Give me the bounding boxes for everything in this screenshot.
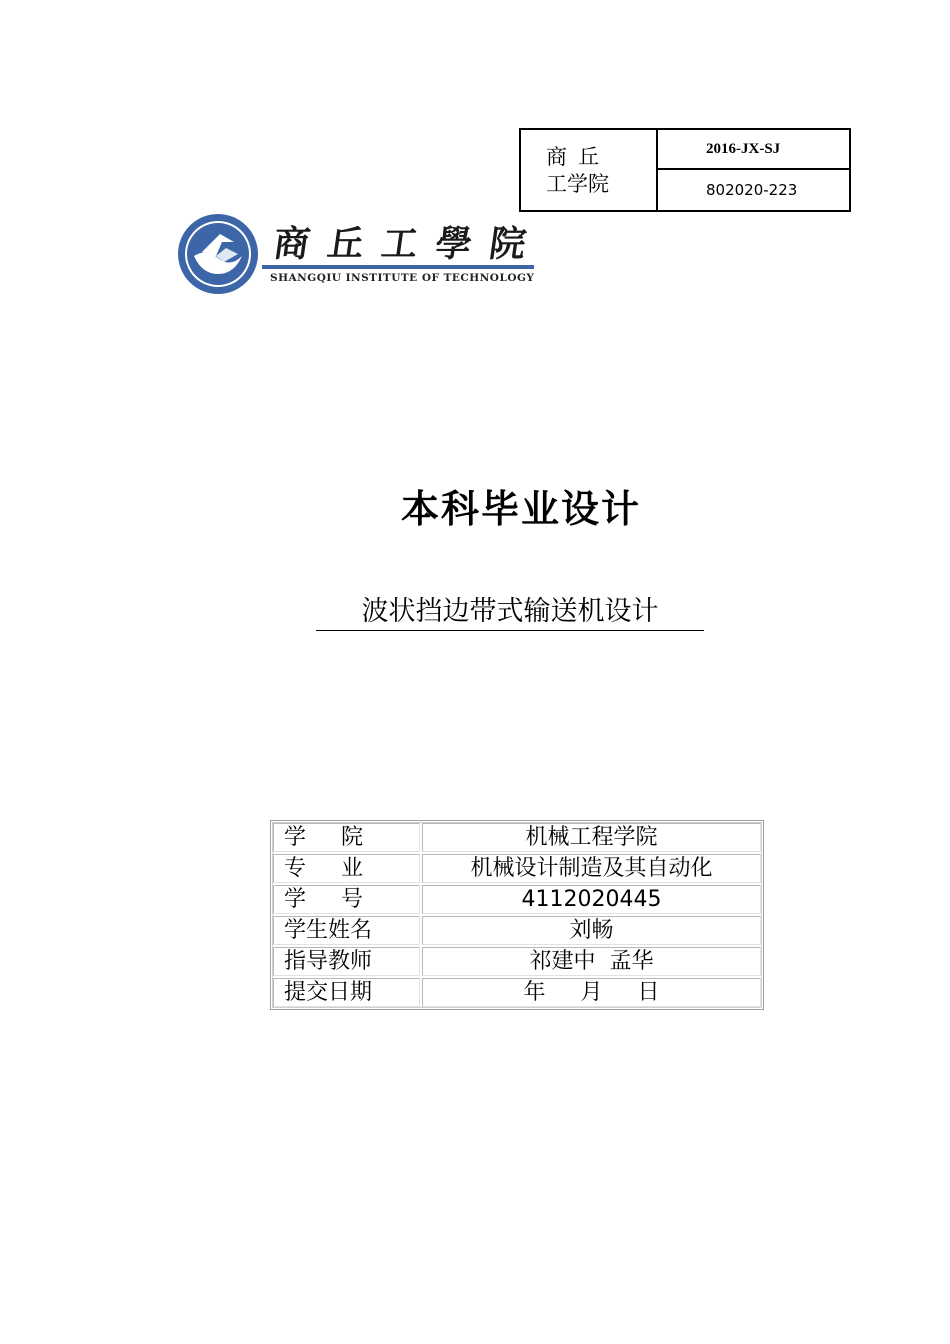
document-title: 本科毕业设计 xyxy=(400,487,641,531)
table-row xyxy=(273,823,761,852)
student-info-table xyxy=(270,820,764,1010)
submit-date-value: 年 月 日 xyxy=(422,978,761,1007)
advisor-value: 祁建中 孟华 xyxy=(422,947,761,976)
code-box xyxy=(519,128,851,212)
school-name-english: SHANGQIU INSTITUTE OF TECHNOLOGY xyxy=(270,272,535,284)
school-seal-icon xyxy=(176,212,260,296)
table-row xyxy=(273,885,761,914)
major-label: 专 业 xyxy=(273,854,420,883)
student-name-value: 刘畅 xyxy=(422,916,761,945)
student-id-value: 4112020445 xyxy=(422,885,761,914)
school-name-line1: 商丘 xyxy=(546,145,610,169)
logo-rule xyxy=(262,265,534,269)
table-row xyxy=(273,854,761,883)
table-row xyxy=(273,947,761,976)
thesis-title: 波状挡边带式输送机设计 xyxy=(316,594,704,631)
code-secondary: 802020-223 xyxy=(706,181,798,199)
college-value: 机械工程学院 xyxy=(422,823,761,852)
school-name-cell xyxy=(521,130,658,210)
major-value: 机械设计制造及其自动化 xyxy=(422,854,761,883)
student-id-label: 学 号 xyxy=(273,885,420,914)
submit-date-label: 提交日期 xyxy=(273,978,420,1007)
code-primary: 2016-JX-SJ xyxy=(658,130,849,170)
college-label: 学 院 xyxy=(273,823,420,852)
table-row xyxy=(273,978,761,1007)
school-name-chinese: 商丘工學院 xyxy=(270,223,547,265)
table-row xyxy=(273,916,761,945)
code-cells xyxy=(658,130,849,210)
school-logo xyxy=(176,212,547,296)
school-name-line2: 工学院 xyxy=(546,172,609,196)
student-name-label: 学生姓名 xyxy=(273,916,420,945)
advisor-label: 指导教师 xyxy=(273,947,420,976)
